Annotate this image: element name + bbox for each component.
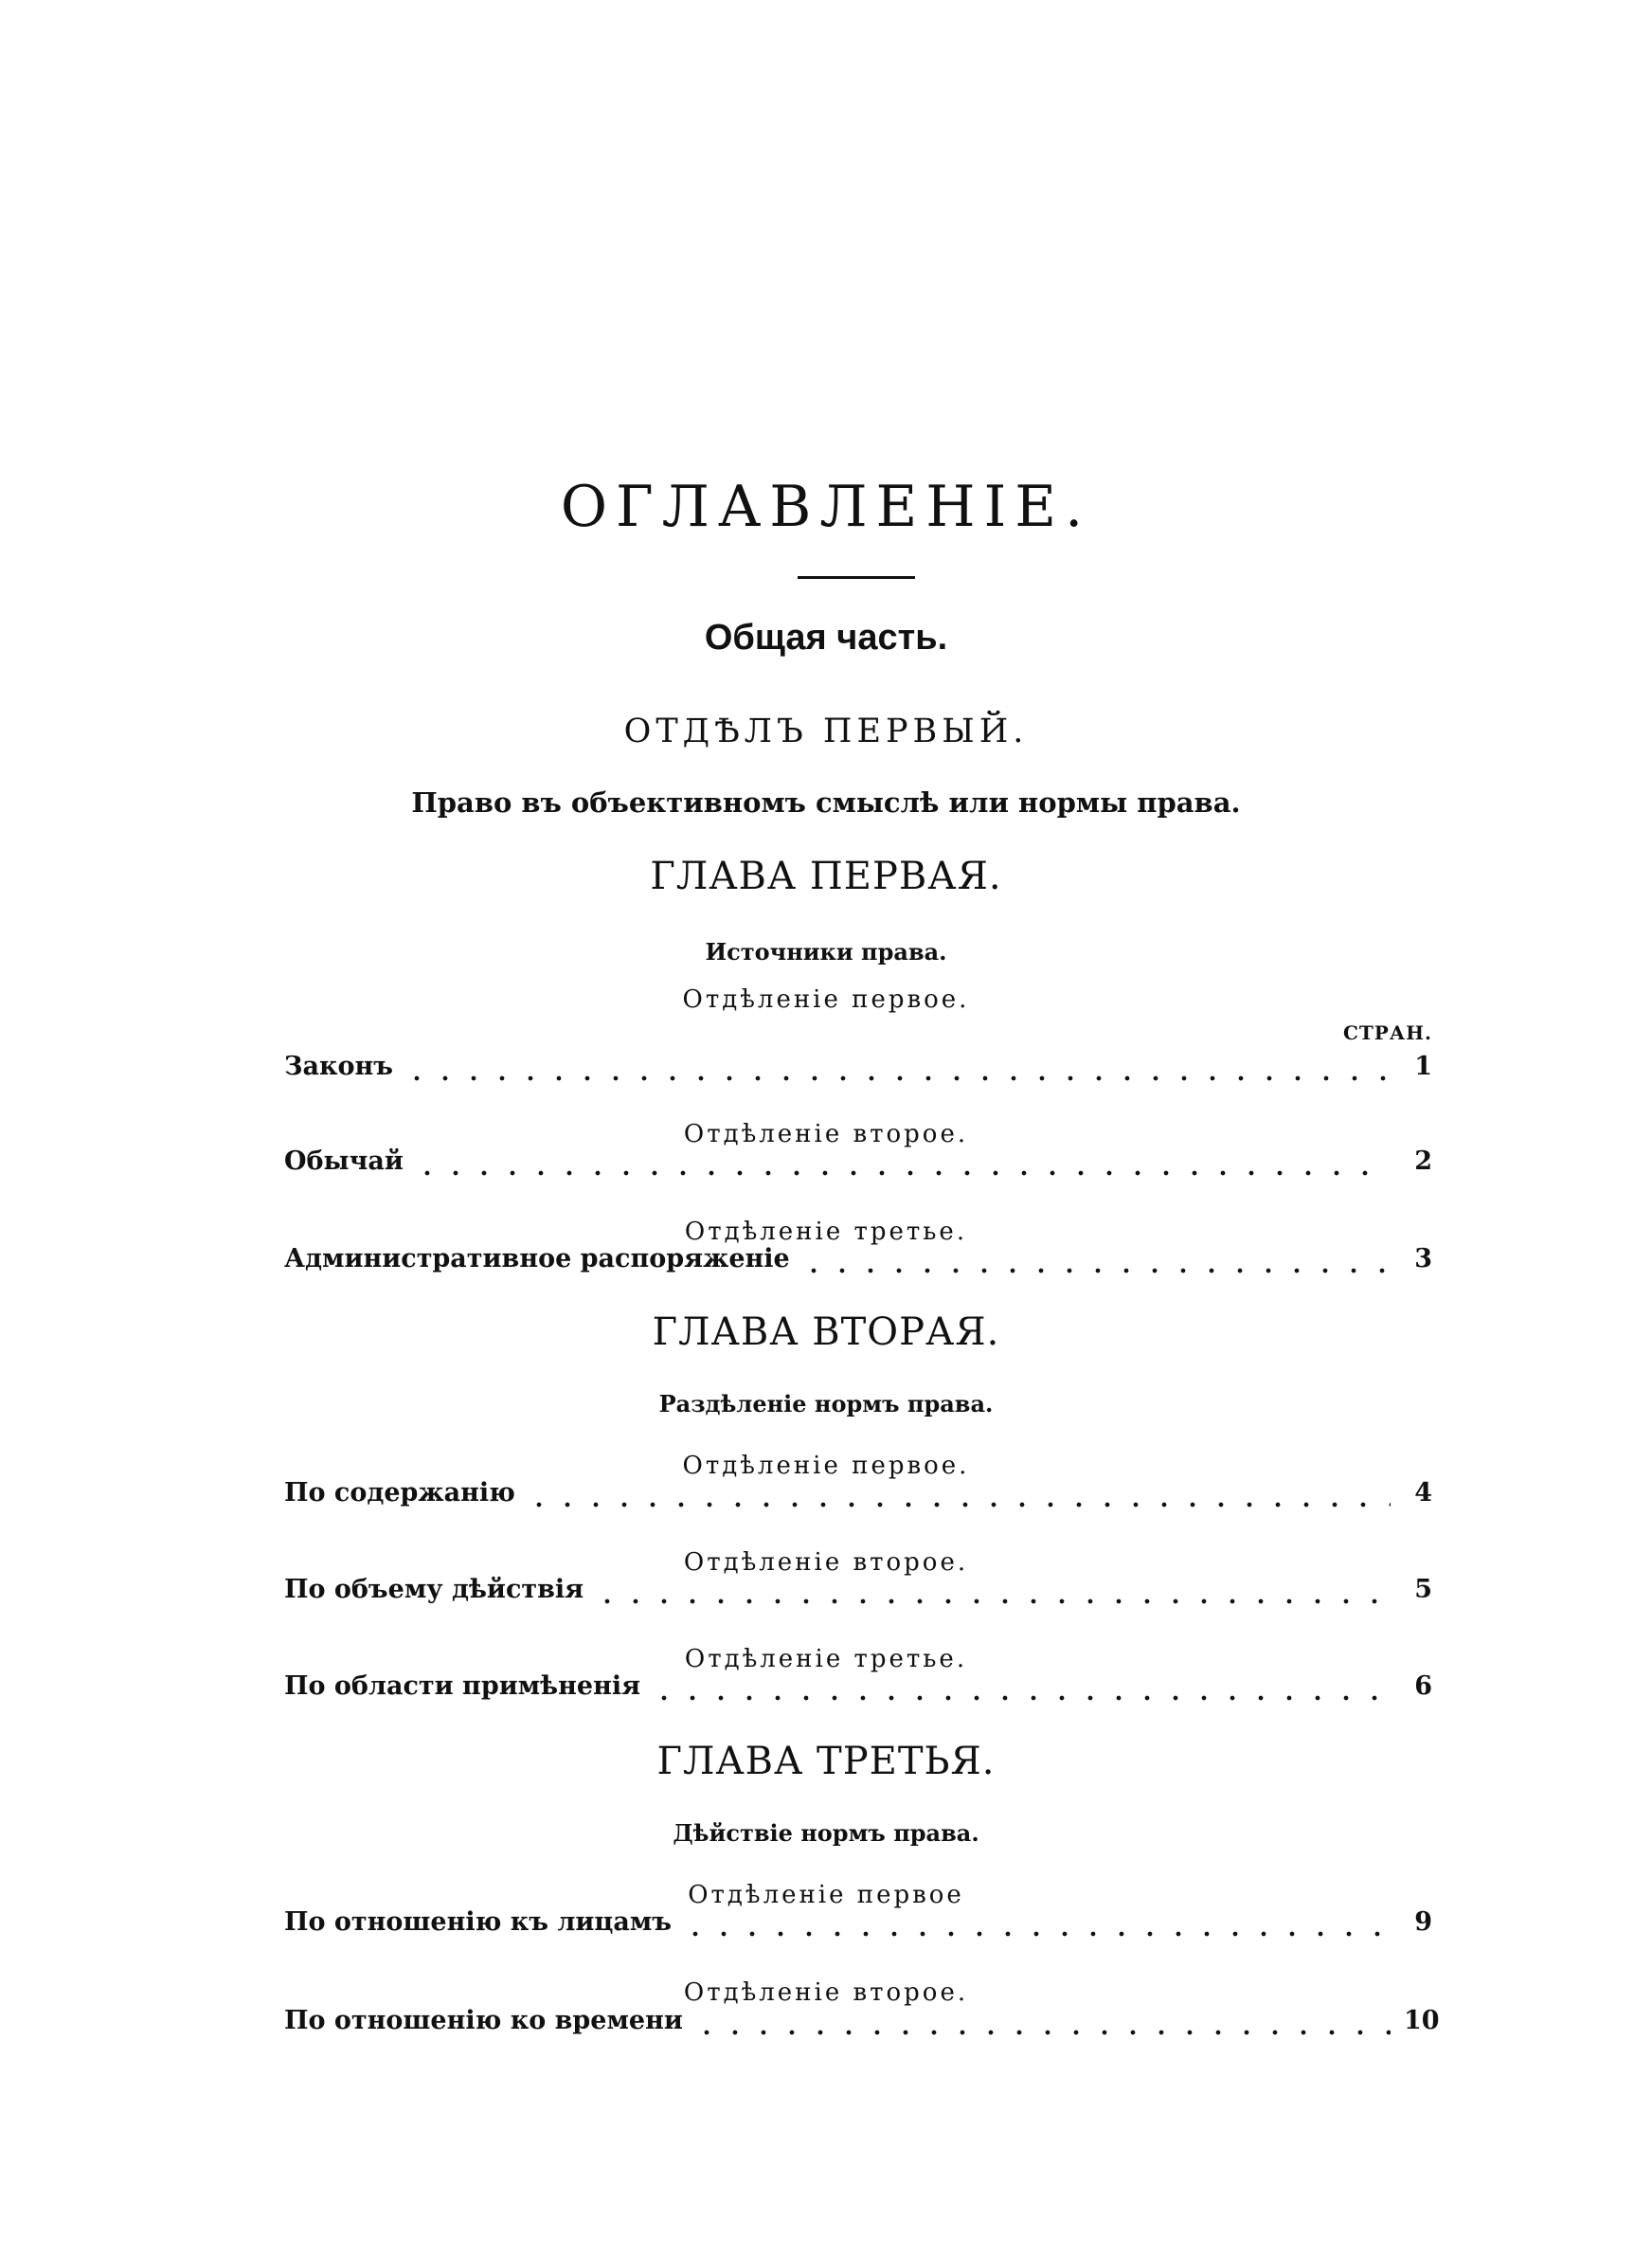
dot-leader: [593, 1598, 1391, 1604]
chapter-subtitle: Источники права.: [705, 938, 947, 966]
chapter-subtitle: Дѣйствіе нормъ права.: [673, 1819, 979, 1847]
section-heading: Отдѣленіе третье.: [684, 1645, 968, 1673]
toc-entry[interactable]: [284, 2006, 1440, 2044]
division-subtitle: Право въ объективномъ смыслѣ или нормы права.: [411, 786, 1241, 819]
dot-leader: [692, 2030, 1391, 2035]
toc-entry-label: По объему дѣйствія: [284, 1575, 584, 1604]
part-heading: Общая часть.: [704, 618, 948, 658]
toc-entry[interactable]: [284, 1052, 1432, 1090]
toc-entry[interactable]: [284, 1147, 1432, 1184]
toc-entry[interactable]: [284, 1907, 1432, 1945]
dot-leader: [681, 1931, 1391, 1937]
section-heading: Отдѣленіе второе.: [683, 1120, 969, 1148]
page-title: ОГЛАВЛЕНІЕ.: [560, 474, 1092, 540]
toc-entry-label: По области примѣненія: [284, 1671, 641, 1701]
toc-entry-page: 9: [1414, 1907, 1432, 1937]
toc-entry-label: По отношенію ко времени: [284, 2006, 683, 2035]
toc-entry-page: 6: [1414, 1671, 1432, 1701]
toc-entry[interactable]: [284, 1478, 1432, 1516]
toc-entry-page: 1: [1414, 1052, 1432, 1081]
toc-entry[interactable]: [284, 1575, 1432, 1613]
toc-entry-page: 4: [1414, 1478, 1432, 1508]
dot-leader: [413, 1170, 1391, 1176]
section-heading: Отдѣленіе второе.: [683, 1548, 969, 1577]
toc-entry-page: 5: [1414, 1575, 1432, 1604]
section-heading: Отдѣленіе третье.: [684, 1218, 968, 1246]
dot-leader: [403, 1075, 1391, 1081]
chapter-title: ГЛАВА ПЕРВАЯ.: [650, 855, 1002, 898]
section-heading: Отдѣленіе второе.: [683, 1978, 969, 2007]
section-heading: Отдѣленіе первое.: [682, 1452, 970, 1480]
division-heading: ОТДѢЛЪ ПЕРВЫЙ.: [623, 713, 1029, 750]
toc-entry-label: Административное распоряженіе: [284, 1244, 790, 1273]
chapter-subtitle: Раздѣленіе нормъ права.: [658, 1390, 994, 1417]
dot-leader: [525, 1502, 1391, 1508]
page-column-label: СТРАН.: [1343, 1021, 1432, 1044]
dot-leader: [650, 1695, 1391, 1701]
toc-entry-page: 10: [1404, 2006, 1440, 2035]
toc-entry-label: По содержанію: [284, 1478, 515, 1508]
toc-entry[interactable]: [284, 1671, 1432, 1709]
section-heading: Отдѣленіе первое.: [682, 985, 970, 1014]
toc-entry-label: По отношенію къ лицамъ: [284, 1907, 672, 1937]
toc-entry[interactable]: [284, 1244, 1432, 1282]
toc-entry-label: Обычай: [284, 1147, 404, 1176]
title-rule: [798, 576, 915, 579]
toc-entry-page: 2: [1414, 1147, 1432, 1176]
chapter-title: ГЛАВА ТРЕТЬЯ.: [656, 1740, 996, 1783]
chapter-title: ГЛАВА ВТОРАЯ.: [652, 1310, 1000, 1354]
section-heading: Отдѣленіе первое: [688, 1881, 964, 1909]
toc-entry-page: 3: [1414, 1244, 1432, 1273]
dot-leader: [799, 1268, 1391, 1273]
toc-entry-label: Законъ: [284, 1052, 393, 1081]
